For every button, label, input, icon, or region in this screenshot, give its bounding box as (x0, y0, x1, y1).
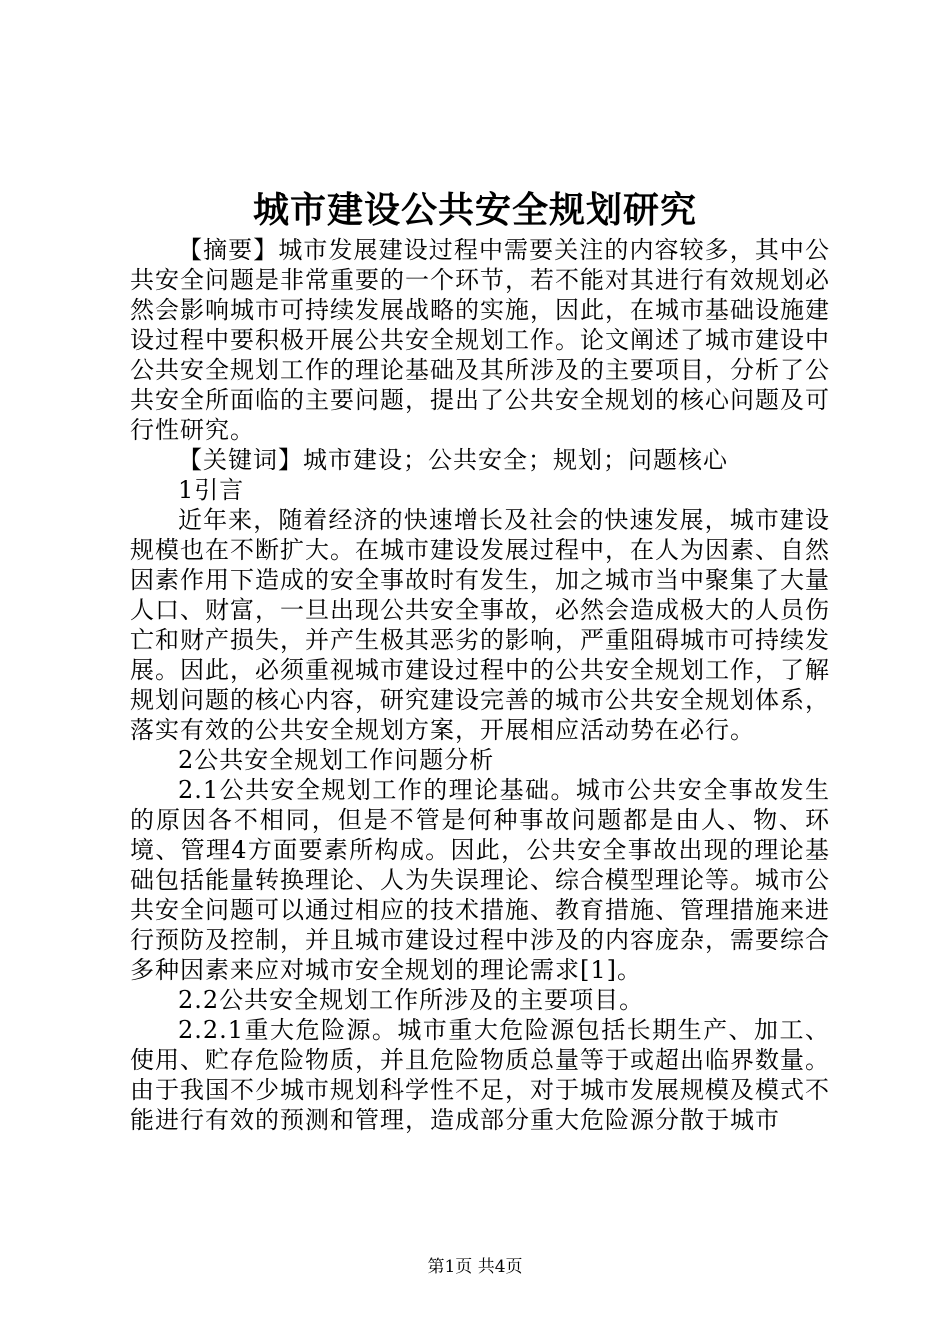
document-title: 城市建设公共安全规划研究 (252, 189, 697, 231)
section-2-1-paragraph: 2.1公共安全规划工作的理论基础。城市公共安全事故发生的原因各不相同，但是不管是何种事故问题都是由人、物、环境、管理4方面要素所构成。因此，公共安全事故出现的理论基础包括能量转换理论、人为失误理论、综合模型理论等。城市公共安全问题可以通过相应的技术措施、教育措施、管理措施来进行预防及控制，并且城市建设过程中涉及的内容庞杂，需要综合多种因素来应对城市安全规划的理论需求[1]。 (130, 776, 830, 984)
abstract-paragraph: 【摘要】城市发展建设过程中需要关注的内容较多，其中公共安全问题是非常重要的一个环节，若不能对其进行有效规划必然会影响城市可持续发展战略的实施，因此，在城市基础设施建设过程中要积极开展公共安全规划工作。论文阐述了城市建设中公共安全规划工作的理论基础及其所涉及的主要项目，分析了公共安全所面临的主要问题，提出了公共安全规划的核心问题及可行性研究。 (130, 236, 830, 444)
section-2-heading: 2公共安全规划工作问题分析 (178, 746, 495, 774)
section-1-paragraph: 近年来，随着经济的快速增长及社会的快速发展，城市建设规模也在不断扩大。在城市建设发展过程中，在人为因素、自然因素作用下造成的安全事故时有发生，加之城市当中聚集了大量人口、财富，一旦出现公共安全事故，必然会造成极大的人员伤亡和财产损失，并产生极其恶劣的影响，严重阻碍城市可持续发展。因此，必须重视城市建设过程中的公共安全规划工作，了解规划问题的核心内容，研究建设完善的城市公共安全规划体系，落实有效的公共安全规划方案，开展相应活动势在必行。 (130, 506, 830, 744)
page-number-footer: 第1页 共4页 (427, 1257, 523, 1277)
section-2-2-1-paragraph: 2.2.1重大危险源。城市重大危险源包括长期生产、加工、使用、贮存危险物质，并且危险物质总量等于或超出临界数量。由于我国不少城市规划科学性不足，对于城市发展规模及模式不能进行有效的预测和管理，造成部分重大危险源分散于城市 (130, 1016, 830, 1134)
section-2-2-heading: 2.2公共安全规划工作所涉及的主要项目。 (178, 986, 645, 1014)
section-1-heading: 1引言 (178, 476, 245, 504)
document-body (130, 235, 830, 1135)
keywords-paragraph: 【关键词】城市建设；公共安全；规划；问题核心 (178, 446, 728, 474)
